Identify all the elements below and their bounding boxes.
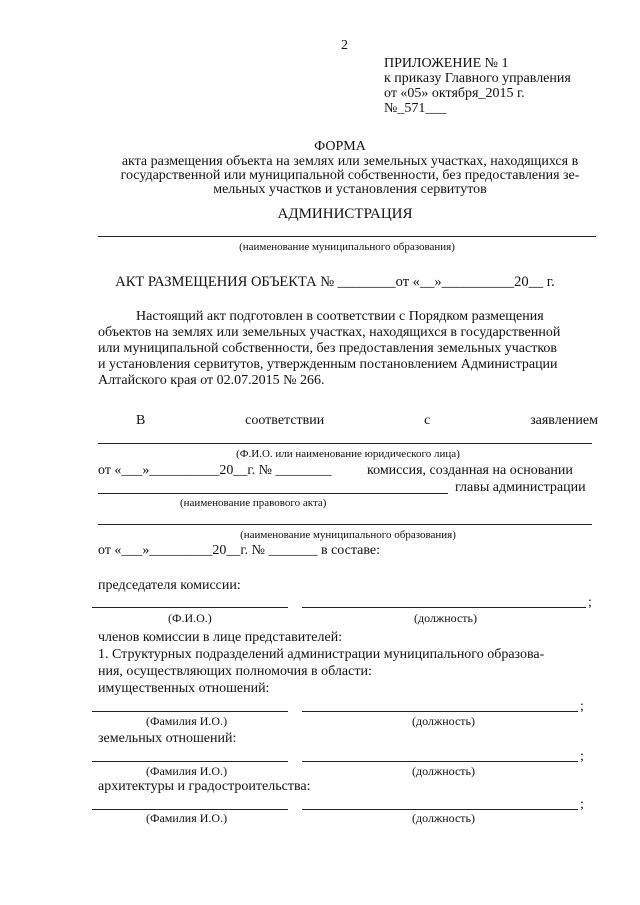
statement-word: с (424, 413, 431, 428)
appendix-order-line: к приказу Главного управления (384, 71, 571, 86)
composition-line: от «___»_________20__г. № _______ в составе: (98, 543, 380, 558)
property-name-caption: (Фамилия И.О.) (146, 714, 228, 728)
architecture-position-caption: (должность) (412, 811, 475, 825)
act-title: АКТ РАЗМЕЩЕНИЯ ОБЪЕКТА № ________от «__»__________20__ г. (115, 274, 555, 290)
municipality-caption: (наименование муниципального образования) (240, 529, 456, 541)
statement-word: В (136, 413, 146, 428)
administration-caption: (наименование муниципального образования) (239, 241, 455, 253)
members-label: членов комиссии в лице представителей: (98, 630, 343, 645)
form-description-line: мельных участков и установления сервитутов (213, 182, 487, 197)
administration-title: АДМИНИСТРАЦИЯ (277, 206, 413, 222)
head-admin-text: главы администрации (455, 480, 586, 495)
property-name-line (92, 711, 288, 712)
commission-basis-text: комиссия, созданная на основании (367, 463, 573, 478)
architecture-name-line (92, 809, 288, 810)
administration-name-line (98, 236, 596, 237)
form-description-line: акта размещения объекта на землях или земельных участках, находящихся в (121, 154, 579, 169)
semicolon: ; (580, 749, 584, 764)
land-position-line (302, 761, 578, 762)
intro-line: и установления сервитутов, утвержденным постановлением Администрации (98, 357, 558, 372)
form-heading: ФОРМА (314, 139, 366, 154)
appendix-date-line: от «05» октября_2015 г. (384, 86, 525, 101)
property-position-line (302, 711, 578, 712)
legal-act-caption: (наименование правового акта) (180, 497, 327, 509)
land-relations-label: земельных отношений: (98, 731, 237, 746)
chairman-position-line (302, 607, 586, 608)
land-name-line (92, 761, 288, 762)
intro-line: объектов на землях или земельных участках, находящихся в государственной (98, 325, 561, 340)
applicant-caption: (Ф.И.О. или наименование юридического лица) (236, 448, 460, 460)
appendix-title: ПРИЛОЖЕНИЕ № 1 (384, 56, 509, 71)
intro-line: Алтайского края от 02.07.2015 № 266. (98, 373, 325, 388)
architecture-position-line (302, 809, 578, 810)
municipality-line (98, 524, 592, 525)
architecture-name-caption: (Фамилия И.О.) (146, 811, 228, 825)
property-relations-label: имущественных отношений: (98, 681, 270, 696)
members-item-line: ния, осуществляющих полномочия в области: (98, 664, 372, 679)
semicolon: ; (588, 595, 592, 610)
appendix-number-line: №_571___ (384, 101, 447, 116)
chairman-name-line (92, 607, 288, 608)
semicolon: ; (580, 699, 584, 714)
statement-word: заявлением (530, 413, 598, 428)
members-item-line: 1. Структурных подразделений администрации муниципального образова- (98, 647, 545, 662)
statement-date-line: от «___»__________20__г. № ________ (98, 463, 332, 478)
applicant-name-line (98, 443, 592, 444)
chairman-label: председателя комиссии: (98, 578, 241, 593)
chairman-position-caption: (должность) (414, 611, 477, 625)
statement-line (136, 413, 598, 428)
land-position-caption: (должность) (412, 764, 475, 778)
form-description-line: государственной или муниципальной собственности, без предоставления зе- (120, 168, 580, 183)
land-name-caption: (Фамилия И.О.) (146, 764, 228, 778)
architecture-label: архитектуры и градостроительства: (98, 779, 311, 794)
property-position-caption: (должность) (412, 714, 475, 728)
intro-line: или муниципальной собственности, без предоставления земельных участков (98, 341, 558, 356)
page-number: 2 (341, 38, 348, 53)
intro-line: Настоящий акт подготовлен в соответствии с Порядком размещения (136, 309, 544, 324)
statement-word: соответствии (245, 413, 325, 428)
legal-act-line (98, 493, 448, 494)
chairman-name-caption: (Ф.И.О.) (168, 611, 212, 625)
semicolon: ; (580, 797, 584, 812)
